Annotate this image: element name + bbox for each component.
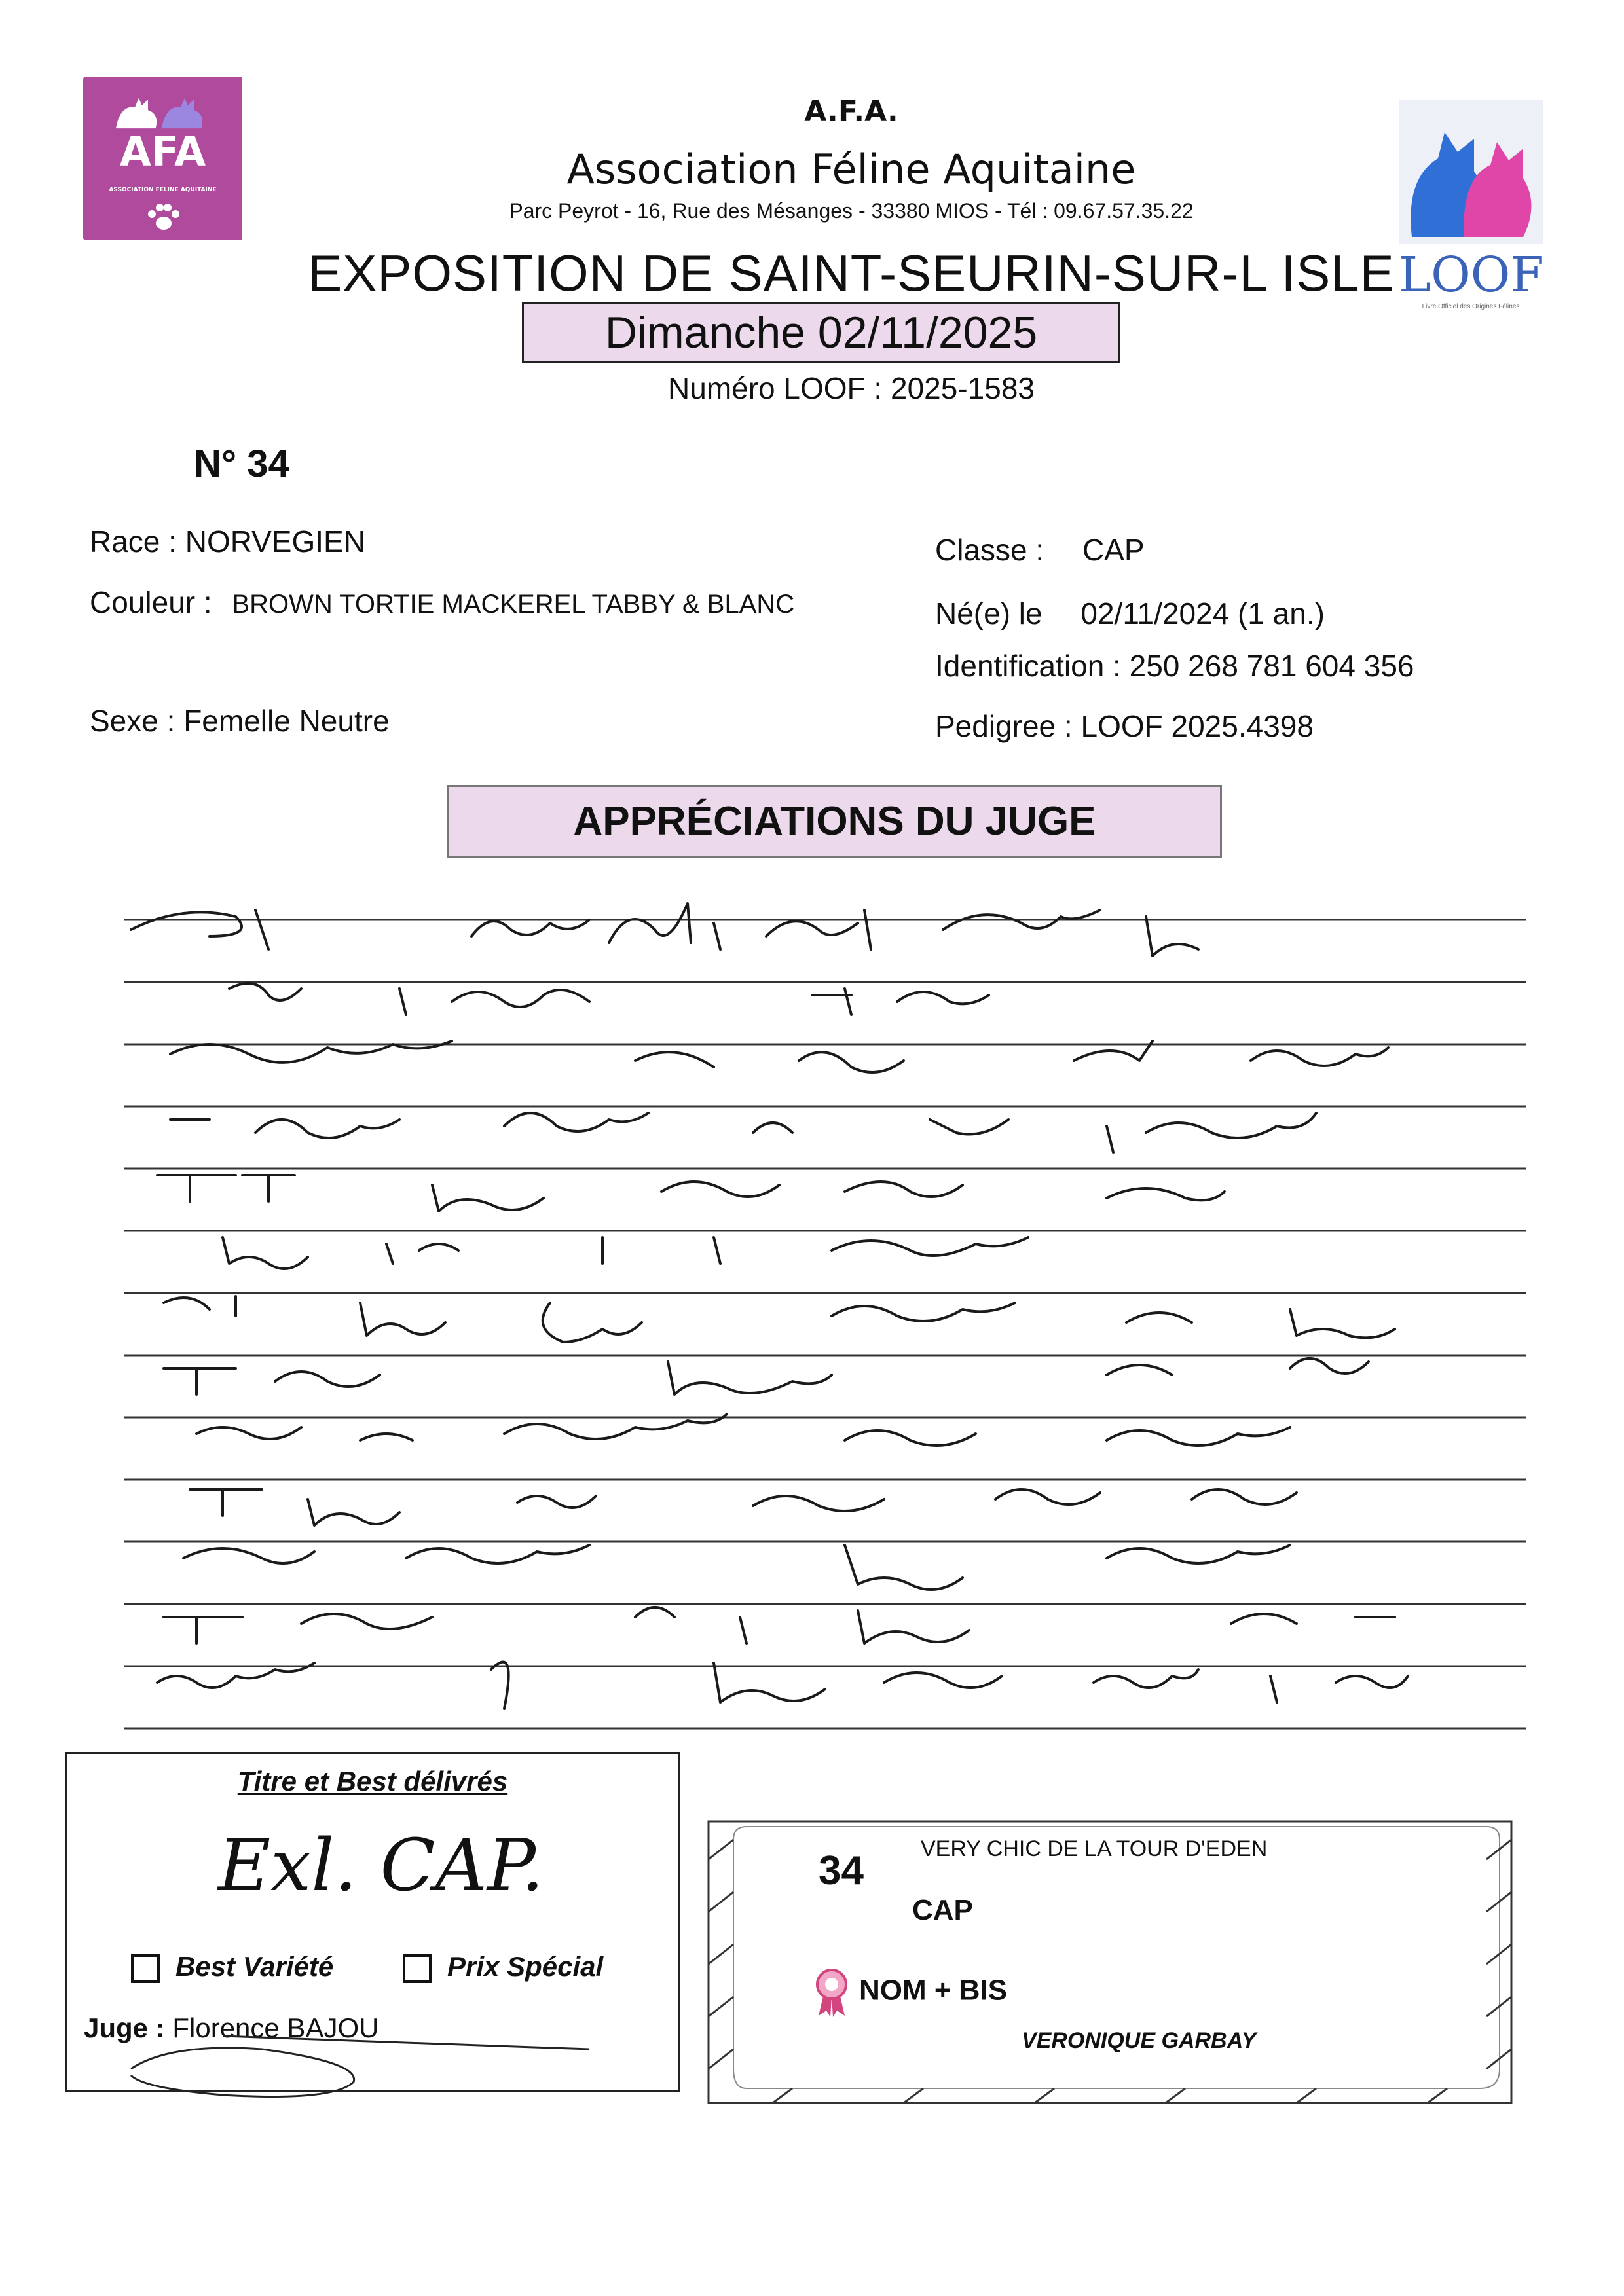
juge-signature bbox=[118, 2030, 616, 2102]
org-name: Association Féline Aquitaine bbox=[566, 145, 1136, 193]
ident-label: Identification : bbox=[935, 649, 1121, 683]
best-variete-label: Best Variété bbox=[175, 1951, 334, 1982]
loof-number-value: 2025-1583 bbox=[891, 371, 1035, 405]
loof-logo-subtext: Livre Officiel des Origines Félines bbox=[1422, 303, 1520, 310]
prix-special-option[interactable] bbox=[403, 1951, 603, 1983]
couleur-value: BROWN TORTIE MACKEREL TABBY & BLANC bbox=[232, 590, 795, 619]
afa-logo bbox=[83, 77, 242, 240]
race-value: NORVEGIEN bbox=[185, 524, 365, 558]
loof-logo-text: LOOF bbox=[1399, 247, 1544, 303]
best-variete-option[interactable] bbox=[131, 1951, 333, 1983]
afa-logo-text: AFA bbox=[119, 128, 206, 175]
appreciations-title: APPRÉCIATIONS DU JUGE bbox=[447, 785, 1222, 858]
loof-cats-icon bbox=[1399, 100, 1543, 244]
date-banner: Dimanche 02/11/2025 bbox=[522, 302, 1120, 363]
ident-value: 250 268 781 604 356 bbox=[1129, 649, 1414, 683]
expo-title: EXPOSITION DE SAINT-SEURIN-SUR-L ISLE bbox=[308, 244, 1395, 302]
race-field bbox=[90, 524, 365, 559]
rosette-icon bbox=[813, 1967, 850, 2017]
org-address: Parc Peyrot - 16, Rue des Mésanges - 33380 MIOS - Tél : 09.67.57.35.22 bbox=[509, 199, 1194, 223]
pedigree-field bbox=[935, 708, 1314, 744]
juge-label: Juge : bbox=[84, 2013, 165, 2043]
afa-logo-subtext: ASSOCIATION FELINE AQUITAINE bbox=[109, 187, 217, 193]
classe-field bbox=[935, 532, 1145, 568]
classe-value: CAP bbox=[1082, 533, 1145, 567]
titre-handwritten-value: Exl. CAP. bbox=[218, 1823, 544, 1907]
naissance-value: 02/11/2024 bbox=[1080, 596, 1230, 630]
loof-number-label: Numéro LOOF : bbox=[668, 371, 883, 405]
naissance-field bbox=[935, 596, 1325, 631]
couleur-field bbox=[90, 585, 794, 620]
sticker-award-label: NOM + BIS bbox=[859, 1974, 1008, 2007]
prix-special-label: Prix Spécial bbox=[447, 1951, 604, 1982]
sexe-label: Sexe : bbox=[90, 704, 175, 738]
cat-number: N° 34 bbox=[194, 443, 289, 485]
handwriting-scrawl bbox=[131, 903, 1408, 1709]
pedigree-label: Pedigree : bbox=[935, 709, 1073, 743]
ruled-lines bbox=[124, 920, 1526, 1728]
best-variete-checkbox[interactable] bbox=[131, 1954, 160, 1983]
sticker-class: CAP bbox=[912, 1894, 973, 1926]
naissance-label: Né(e) le bbox=[935, 596, 1043, 630]
sticker-award bbox=[813, 1967, 1007, 2017]
pedigree-value: LOOF 2025.4398 bbox=[1080, 709, 1314, 743]
juge-name: Florence BAJOU bbox=[172, 2013, 379, 2043]
loof-number bbox=[458, 371, 1244, 406]
cats-icon bbox=[100, 86, 224, 132]
ident-field bbox=[935, 648, 1414, 683]
paw-icon bbox=[145, 202, 182, 232]
sticker-judge: VERONIQUE GARBAY bbox=[1022, 2028, 1257, 2053]
sexe-field bbox=[90, 703, 390, 738]
classe-label: Classe : bbox=[935, 533, 1044, 567]
age-value: (1 an.) bbox=[1237, 596, 1325, 630]
sticker-cat-name: VERY CHIC DE LA TOUR D'EDEN bbox=[921, 1836, 1268, 1861]
handwritten-appreciation bbox=[124, 897, 1532, 1748]
org-acronym: A.F.A. bbox=[804, 95, 898, 128]
race-label: Race : bbox=[90, 524, 177, 558]
sticker-number: 34 bbox=[819, 1848, 864, 1893]
sexe-value: Femelle Neutre bbox=[183, 704, 390, 738]
prix-special-checkbox[interactable] bbox=[403, 1954, 432, 1983]
couleur-label: Couleur : bbox=[90, 585, 212, 619]
titre-label: Titre et Best délivrés bbox=[237, 1766, 508, 1796]
